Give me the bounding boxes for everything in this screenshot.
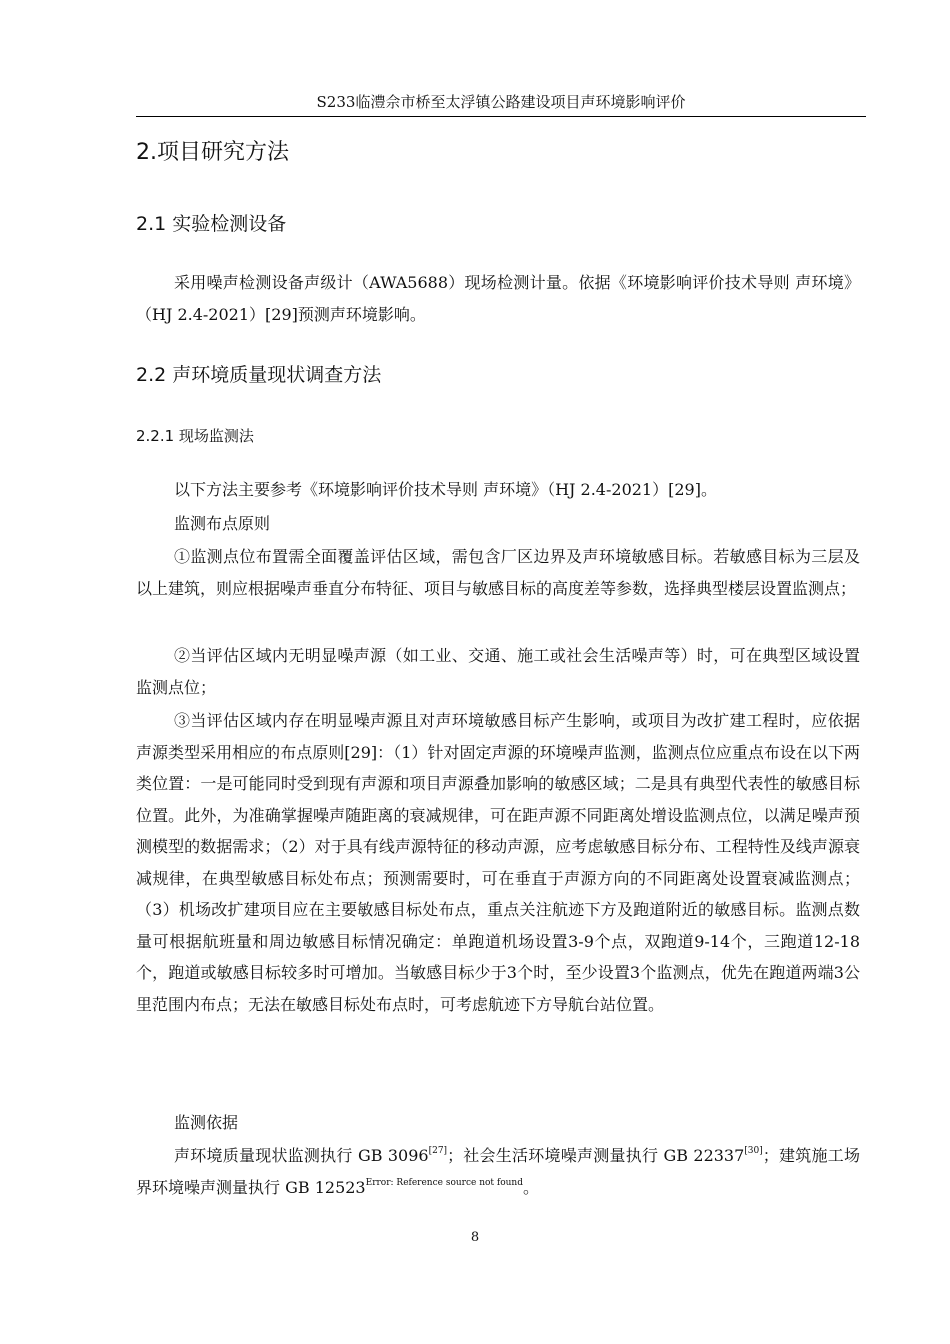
basis-end: 。 — [522, 1177, 539, 1197]
method-intro: 以下方法主要参考《环境影响评价技术导则 声环境》（HJ 2.4-2021）[29]。 — [174, 480, 717, 499]
principle-item-3: ③当评估区域内存在明显噪声源且对声环境敏感目标产生影响，或项目为改扩建工程时，应依据声源类型采用相应的布点原则[29]：（1）针对固定声源的环境噪声监测，监测点位应重点布设在以下两类位置：一是可能同时受到现有声源和项目声源叠加影响的敏感区域；二是具有典型代表性的敏感目标位置。此外，为准确掌握噪声随距离的衰减规律，可在距声源不同距离处增设监测点位，以满足噪声预测模型的数据需求；（2）对于具有线声源特征的移动声源，应考虑敏感目标分布、工程特性及线声源衰减规律，在典型敏感目标处布点；预测需要时，可在垂直于声源方向的不同距离处设置衰减监测点；（3）机场改扩建项目应在主要敏感目标处布点，重点关注航迹下方及跑道附近的敏感目标。监测点数量可根据航班量和周边敏感目标情况确定：单跑道机场设置3-9个点，双跑道9-14个，三跑道12-18个，跑道或敏感目标较多时可增加。当敏感目标少于3个时，至少设置3个监测点，优先在跑道两端3公里范围内布点；无法在敏感目标处布点时，可考虑航迹下方导航台站位置。 — [136, 711, 860, 1014]
basis-text-a: 声环境质量现状监测执行 GB 3096 — [174, 1146, 429, 1165]
basis-text-b: ；社会生活环境噪声测量执行 GB 22337 — [447, 1146, 745, 1165]
citation-error: Error: Reference source not found — [365, 1177, 523, 1188]
running-header: S233临澧佘市桥至太浮镇公路建设项目声环境影响评价 — [136, 92, 866, 117]
basis-paragraph — [136, 1140, 860, 1203]
citation-27: [27] — [428, 1146, 448, 1156]
citation-30: [30] — [744, 1146, 763, 1156]
section-2-2-1-title: 2.2.1 现场监测法 — [136, 427, 254, 445]
section-2-1-title: 2.1 实验检测设备 — [136, 213, 287, 235]
principle-item-1: ①监测点位布置需全面覆盖评估区域，需包含厂区边界及声环境敏感目标。若敏感目标为三层及以上建筑，则应根据噪声垂直分布特征、项目与敏感目标的高度差等参数，选择典型楼层设置监测点； — [136, 547, 860, 598]
principle-item-2: ②当评估区域内无明显噪声源（如工业、交通、施工或社会生活噪声等）时，可在典型区域设置监测点位； — [136, 646, 860, 697]
basis-text-c: ；建筑施工场界环境噪声测量执行 GB 12523 — [136, 1146, 860, 1197]
section-2-title: 2.项目研究方法 — [136, 140, 289, 165]
principles-label: 监测布点原则 — [174, 514, 271, 533]
page-number: 8 — [470, 1230, 480, 1245]
equipment-paragraph: 采用噪声检测设备声级计（AWA5688）现场检测计量。依据《环境影响评价技术导则 声环境》（HJ 2.4-2021）[29]预测声环境影响。 — [136, 273, 860, 324]
basis-label: 监测依据 — [174, 1113, 239, 1132]
section-2-2-title: 2.2 声环境质量现状调查方法 — [136, 364, 382, 386]
